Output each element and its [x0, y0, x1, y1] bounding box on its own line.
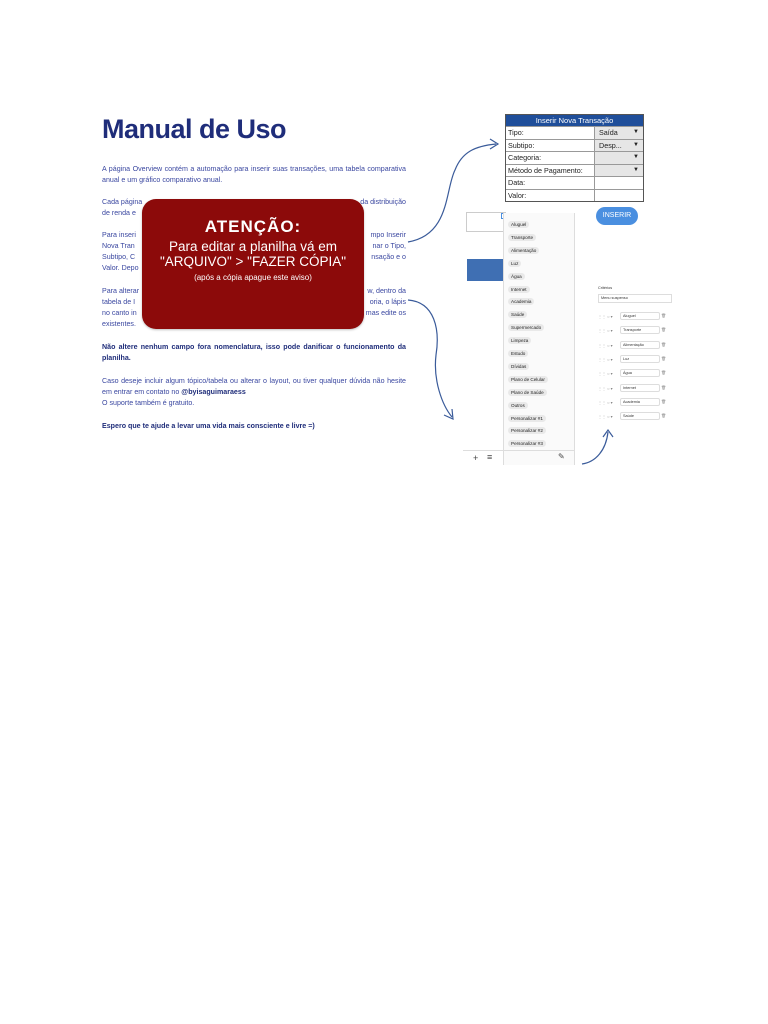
support-text: Caso deseje incluir algum tópico/tabela ou alterar o layout, ou tiver qualquer dúvida não hesite em entrar em contato no: [102, 377, 406, 396]
support-free-text: O suporte também é gratuito.: [102, 399, 195, 407]
criteria-select[interactable]: [598, 294, 672, 303]
category-option[interactable]: Internet: [508, 286, 530, 293]
category-option[interactable]: Água: [508, 273, 525, 280]
trash-icon[interactable]: 🗑: [661, 313, 667, 318]
criteria-item-input[interactable]: Academia: [620, 398, 660, 406]
warning-box: [142, 199, 364, 329]
metodo-select[interactable]: [595, 165, 643, 177]
category-option[interactable]: Plano de Saúde: [508, 389, 547, 396]
criteria-row: [598, 398, 672, 406]
arrow-to-form: [408, 144, 496, 242]
criteria-item-input[interactable]: Alimentação: [620, 341, 660, 349]
form-label: Tipo:: [506, 127, 595, 139]
criteria-item-input[interactable]: Transporte: [620, 326, 660, 334]
warning-subtext: (após a cópia apague este aviso): [194, 273, 312, 282]
pencil-icon[interactable]: ✎: [558, 452, 565, 461]
tipo-select[interactable]: [595, 127, 643, 139]
criteria-row: [598, 369, 672, 377]
insert-text-4: Valor. Depo: [102, 264, 139, 272]
insert-text-3: Subtipo, C: [102, 253, 136, 261]
category-option[interactable]: Saúde: [508, 311, 527, 318]
dropdown-arrow-icon: ▼: [633, 154, 639, 160]
category-option[interactable]: Luz: [508, 260, 521, 267]
criteria-row: [598, 341, 672, 349]
category-option[interactable]: Personalizar #2: [508, 427, 546, 434]
transaction-form: [505, 114, 644, 202]
form-row-valor: [506, 189, 643, 202]
form-label: Método de Pagamento:: [506, 165, 595, 177]
form-header: Inserir Nova Transação: [506, 115, 643, 126]
form-row-data: [506, 176, 643, 189]
drag-handle-icon[interactable]: ⋮⋮ ○ ▾: [598, 342, 613, 348]
closing-paragraph: Espero que te ajude a levar uma vida mais consciente e livre =): [102, 422, 315, 430]
trash-icon[interactable]: 🗑: [661, 413, 667, 419]
trash-icon[interactable]: 🗑: [661, 398, 667, 404]
pages-text-right: da distribuição: [360, 198, 406, 206]
drag-handle-icon[interactable]: ⋮⋮ ○ ▾: [598, 356, 613, 362]
arrow-to-criteria: [582, 432, 608, 464]
edit-text-1: Para alterar: [102, 287, 140, 295]
form-label: Categoria:: [506, 152, 595, 164]
category-option[interactable]: Academia: [508, 298, 534, 305]
criteria-item-input[interactable]: Água: [620, 369, 660, 377]
pages-text-line2: de renda e: [102, 209, 136, 217]
drag-handle-icon[interactable]: ⋮⋮ ○ ▾: [598, 414, 613, 420]
dropdown-arrow-icon: ▼: [633, 129, 639, 135]
menu-icon[interactable]: ≡: [487, 452, 493, 462]
warning-text: Para editar a planilha vá em "ARQUIVO" > "FAZER CÓPIA": [159, 239, 347, 269]
trash-icon[interactable]: 🗑: [661, 341, 667, 347]
categoria-select[interactable]: [595, 152, 643, 164]
form-label: Data:: [506, 177, 595, 189]
arrows: [400, 130, 510, 430]
form-row-categoria: [506, 151, 643, 164]
drag-handle-icon[interactable]: ⋮⋮ ○ ▾: [598, 371, 613, 377]
criteria-item-input[interactable]: Aluguel: [620, 312, 660, 320]
category-option[interactable]: Supermercado: [508, 324, 544, 331]
criteria-item-input[interactable]: Internet: [620, 384, 660, 392]
edit-text-4: existentes.: [102, 320, 136, 328]
add-icon[interactable]: +: [473, 453, 479, 463]
warning-paragraph: Não altere nenhum campo fora nomenclatura, isso pode danificar o funcionamento da planilha.: [102, 343, 406, 362]
criteria-row: [598, 384, 672, 392]
page-title: Manual de Uso: [102, 114, 287, 144]
criteria-item-input[interactable]: Luz: [620, 355, 660, 363]
category-option[interactable]: Personalizar #1: [508, 415, 546, 422]
form-row-metodo: [506, 164, 643, 177]
drag-handle-icon[interactable]: ⋮⋮ ○ ▾: [598, 385, 613, 391]
form-label: Valor:: [506, 190, 595, 202]
criteria-label: Critérios: [598, 286, 613, 290]
criteria-panel: [598, 282, 672, 432]
drag-handle-icon[interactable]: ⋮⋮ ○ ▾: [598, 328, 613, 334]
category-option[interactable]: Estudo: [508, 350, 528, 357]
arrow-to-list: [408, 300, 452, 417]
insert-text-2: Nova Tran: [102, 242, 135, 250]
edit-text-3: no canto in: [102, 309, 137, 317]
pages-text-left: Cada página: [102, 198, 143, 206]
criteria-row: [598, 326, 672, 334]
drag-handle-icon[interactable]: ⋮⋮ ○ ▾: [598, 314, 613, 319]
category-option[interactable]: Aluguel: [508, 221, 529, 228]
criteria-item-input[interactable]: Saúde: [620, 412, 660, 420]
category-option[interactable]: Transporte: [508, 234, 536, 241]
data-field[interactable]: [595, 177, 643, 189]
criteria-row: [598, 412, 672, 420]
category-option[interactable]: Outros: [508, 402, 528, 409]
arrow-to-list-head: [444, 409, 453, 419]
warning-heading: ATENÇÃO:: [204, 217, 302, 236]
insert-text-1: Para inseri: [102, 231, 136, 239]
intro-paragraph: [102, 164, 406, 186]
subtipo-select[interactable]: [595, 140, 643, 152]
criteria-row: [598, 312, 672, 320]
valor-field[interactable]: [595, 190, 643, 202]
form-row-tipo: [506, 126, 643, 139]
category-option[interactable]: Limpeza: [508, 337, 531, 344]
list-footer: [463, 450, 575, 467]
trash-icon[interactable]: 🗑: [661, 327, 667, 333]
edit-text-r2: oria, o lápis: [369, 298, 406, 306]
edit-text-r1: w, dentro da: [367, 287, 406, 295]
trash-icon[interactable]: 🗑: [661, 384, 667, 390]
category-option[interactable]: Alimentação: [508, 247, 539, 254]
tipo-value: Saída: [599, 128, 618, 137]
criteria-select-value: Menu suspenso: [601, 296, 628, 300]
support-paragraph: [102, 376, 406, 409]
drag-handle-icon[interactable]: ⋮⋮ ○ ▾: [598, 399, 613, 405]
insert-text-r2: nar o Tipo,: [372, 242, 406, 250]
trash-icon[interactable]: 🗑: [661, 355, 667, 361]
edit-text-2: tabela de I: [102, 298, 136, 306]
trash-icon[interactable]: 🗑: [661, 370, 667, 376]
category-option[interactable]: Plano de Celular: [508, 376, 548, 383]
insert-text-r1: mpo Inserir: [370, 231, 406, 239]
dropdown-arrow-icon: ▼: [633, 166, 639, 173]
subtipo-value: Desp...: [599, 140, 622, 150]
form-label: Subtipo:: [506, 140, 595, 152]
instagram-handle[interactable]: @byisaguimaraess: [181, 388, 246, 396]
form-row-subtipo: [506, 139, 643, 152]
criteria-row: [598, 355, 672, 363]
category-dropdown-list: [503, 213, 575, 465]
dropdown-arrow-icon: ▼: [633, 141, 639, 148]
insert-text-r3: nsação e o: [371, 253, 406, 261]
insert-button[interactable]: INSERIR: [596, 207, 638, 225]
intro-text: A página Overview contém a automação para inserir suas transações, uma tabela comparativa anual e um gráfico comparativo anual.: [102, 165, 406, 184]
category-option[interactable]: Dívidas: [508, 363, 529, 370]
arrow-criteria: [578, 426, 618, 468]
edit-text-r3: mas edite os: [365, 309, 406, 317]
category-option[interactable]: Personalizar #3: [508, 440, 546, 447]
